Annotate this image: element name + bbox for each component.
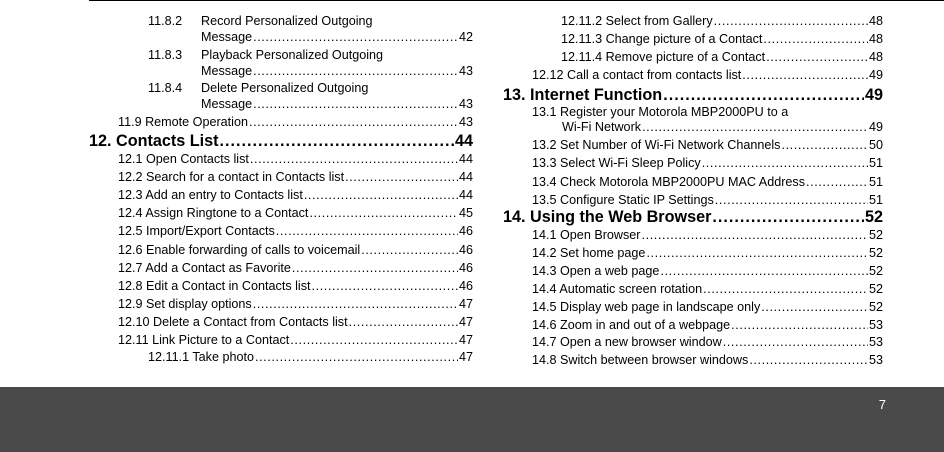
toc-chapter-13[interactable] xyxy=(503,86,883,105)
toc-entry-title: 13.2 Set Number of Wi-Fi Network Channels xyxy=(532,138,781,152)
toc-entry-title: 12.11.2 Select from Gallery xyxy=(561,14,713,28)
toc-page-number: 52 xyxy=(864,208,883,226)
toc-entry-title: 12.11.3 Change picture of a Contact xyxy=(561,32,763,46)
toc-entry[interactable] xyxy=(118,206,473,221)
toc-page-number: 45 xyxy=(458,206,473,221)
toc-entry-title: 12.10 Delete a Contact from Contacts list xyxy=(118,314,348,329)
toc-entry-number: 11.8.4 xyxy=(148,81,183,95)
toc-entry[interactable] xyxy=(532,282,883,297)
toc-entry-11-9[interactable] xyxy=(118,115,473,130)
toc-entry-title: 14.7 Open a new browser window xyxy=(532,335,722,350)
page-footer-bar xyxy=(0,387,944,452)
toc-entry-title: 14.5 Display web page in landscape only xyxy=(532,299,761,314)
toc-entry-title: 12.7 Add a Contact as Favorite xyxy=(118,260,291,275)
toc-entry[interactable] xyxy=(118,188,473,203)
toc-page-number: 44 xyxy=(458,152,473,166)
toc-page-number: 53 xyxy=(868,353,883,368)
toc-page-number: 46 xyxy=(458,242,473,257)
toc-entry[interactable] xyxy=(118,152,473,167)
toc-entry-title-cont: Message xyxy=(201,30,253,44)
toc-page-number: 49 xyxy=(868,68,883,82)
toc-entry-title: 12.6 Enable forwarding of calls to voicemail xyxy=(118,242,361,257)
toc-entry-title: 14.1 Open Browser xyxy=(532,228,641,242)
toc-entry[interactable] xyxy=(532,193,883,208)
toc-entry-title: 14.6 Zoom in and out of a webpage xyxy=(532,317,731,332)
toc-entry-title: Delete Personalized Outgoing xyxy=(201,81,369,95)
toc-entry[interactable] xyxy=(118,224,473,239)
toc-entry-title: 12.11.4 Remove picture of a Contact xyxy=(561,50,766,64)
toc-entry-title: 14.2 Set home page xyxy=(532,245,646,260)
toc-page-number: 51 xyxy=(868,156,883,171)
toc-entry[interactable] xyxy=(532,228,883,243)
toc-page-number: 51 xyxy=(868,192,883,207)
toc-page-number: 46 xyxy=(458,224,473,239)
toc-entry[interactable] xyxy=(118,333,473,348)
toc-entry-title: 13.1 Register your Motorola MBP2000PU to a xyxy=(532,105,789,119)
toc-page-number: 49 xyxy=(868,120,883,134)
toc-entry[interactable] xyxy=(118,243,473,258)
toc-chapter-12[interactable] xyxy=(89,132,473,151)
toc-entry-title-cont: Wi-Fi Network xyxy=(562,120,642,134)
toc-entry-title: 12.11 Link Picture to a Contact xyxy=(118,333,290,347)
toc-entry-number: 11.8.3 xyxy=(148,48,183,62)
toc-entry-title: 14.4 Automatic screen rotation xyxy=(532,281,703,296)
toc-page-number: 52 xyxy=(868,228,883,242)
toc-page-number: 43 xyxy=(458,64,473,78)
toc-entry-title: 12.2 Search for a contact in Contacts list xyxy=(118,170,345,185)
toc-entry[interactable] xyxy=(532,353,883,368)
toc-entry-title: 12.11.1 Take photo xyxy=(148,350,254,364)
toc-page-number: 51 xyxy=(868,174,883,189)
toc-page-number: 43 xyxy=(458,115,473,129)
toc-entry-title: 12.1 Open Contacts list xyxy=(118,152,249,166)
toc-page-number: 53 xyxy=(868,335,883,350)
toc-page-number: 47 xyxy=(458,314,473,329)
toc-page-number: 42 xyxy=(458,30,473,44)
toc-page-number: 44 xyxy=(458,170,473,185)
toc-entry-12-11-1[interactable] xyxy=(148,350,473,365)
toc-entry-number: 11.8.2 xyxy=(148,14,183,28)
toc-entry-title: 14.8 Switch between browser windows xyxy=(532,353,749,368)
toc-entry-title: Record Personalized Outgoing xyxy=(201,14,373,28)
toc-page-number: 52 xyxy=(868,299,883,314)
toc-page-number: 48 xyxy=(868,32,883,46)
toc-entry-title: 12.4 Assign Ringtone to a Contact xyxy=(118,206,309,221)
toc-entry[interactable] xyxy=(532,300,883,315)
toc-page-number: 47 xyxy=(458,350,473,364)
toc-entry-13-1[interactable] xyxy=(532,105,883,135)
toc-entry-11-8-4[interactable] xyxy=(148,81,473,111)
toc-page-number: 44 xyxy=(454,132,473,150)
toc-page-number: 52 xyxy=(868,263,883,278)
toc-entry[interactable] xyxy=(561,32,883,47)
toc-entry[interactable] xyxy=(532,175,883,190)
toc-page-number: 53 xyxy=(868,317,883,332)
toc-entry[interactable] xyxy=(561,50,883,65)
toc-page-number: 52 xyxy=(868,245,883,260)
toc-page-number: 43 xyxy=(458,97,473,111)
toc-page-number: 47 xyxy=(458,333,473,347)
toc-page-number: 52 xyxy=(868,281,883,296)
toc-entry[interactable] xyxy=(532,318,883,333)
toc-entry[interactable] xyxy=(118,297,473,312)
toc-entry[interactable] xyxy=(532,246,883,261)
toc-entry[interactable] xyxy=(561,14,883,29)
toc-entry[interactable] xyxy=(532,138,883,153)
toc-page-number: 46 xyxy=(458,260,473,275)
toc-entry-12-12[interactable] xyxy=(532,68,883,83)
toc-entry-title: 12.5 Import/Export Contacts xyxy=(118,224,275,239)
toc-entry[interactable] xyxy=(532,335,883,350)
toc-entry-title: 14.3 Open a web page xyxy=(532,263,660,278)
toc-entry[interactable] xyxy=(118,315,473,330)
toc-page-number: 50 xyxy=(868,138,883,152)
toc-page-number: 48 xyxy=(868,50,883,64)
toc-entry[interactable] xyxy=(118,261,473,276)
toc-chapter-title: 13. Internet Function xyxy=(503,86,663,104)
toc-entry-title-cont: Message xyxy=(201,64,253,78)
toc-page-number: 46 xyxy=(458,278,473,293)
toc-entry-title: 13.5 Configure Static IP Settings xyxy=(532,192,714,207)
toc-chapter-14[interactable] xyxy=(503,208,883,227)
toc-entry[interactable] xyxy=(118,279,473,294)
top-rule xyxy=(89,0,944,1)
toc-entry-title: 12.3 Add an entry to Contacts list xyxy=(118,188,303,203)
toc-page-number: 44 xyxy=(458,188,473,203)
toc-page-number: 49 xyxy=(864,86,883,104)
page-number: 7 xyxy=(878,397,886,412)
toc-chapter-title: 14. Using the Web Browser xyxy=(503,208,712,226)
toc-page-number: 48 xyxy=(868,14,883,28)
toc-entry-11-8-3[interactable] xyxy=(148,48,473,78)
toc-chapter-title: 12. Contacts List xyxy=(89,132,219,150)
toc-page-number: 47 xyxy=(458,296,473,311)
toc-entry-title-cont: Message xyxy=(201,97,253,111)
toc-entry-11-8-2[interactable] xyxy=(148,14,473,44)
toc-entry-title: 12.8 Edit a Contact in Contacts list xyxy=(118,278,311,293)
toc-entry-title: 12.9 Set display options xyxy=(118,296,252,311)
toc-entry-title: 11.9 Remote Operation xyxy=(118,115,248,129)
toc-entry[interactable] xyxy=(532,264,883,279)
toc-entry-title: 13.4 Check Motorola MBP2000PU MAC Address xyxy=(532,174,805,189)
toc-entry-title: 13.3 Select Wi-Fi Sleep Policy xyxy=(532,156,701,171)
toc-entry-title: Playback Personalized Outgoing xyxy=(201,48,384,62)
toc-entry[interactable] xyxy=(532,156,883,171)
toc-entry[interactable] xyxy=(118,170,473,185)
toc-entry-title: 12.12 Call a contact from contacts list xyxy=(532,68,742,82)
